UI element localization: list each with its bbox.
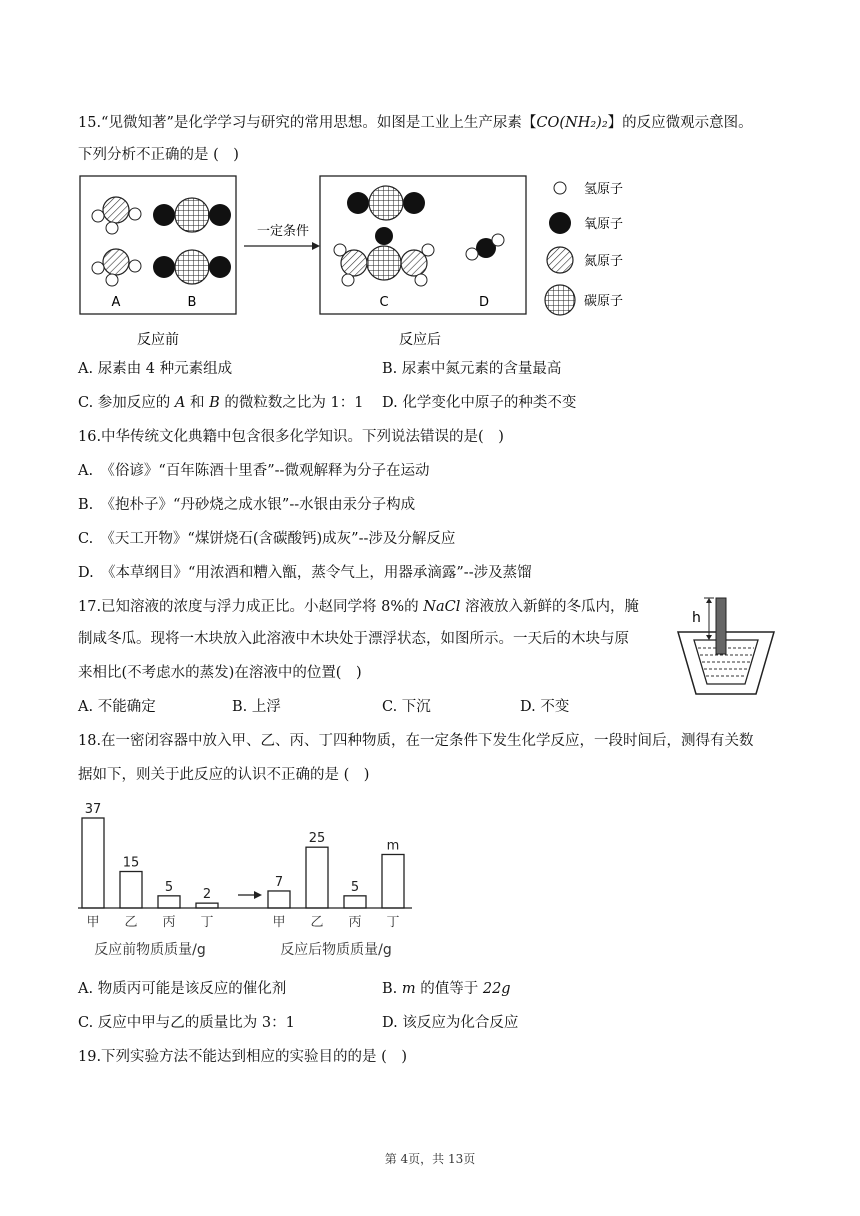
bar-label-0-1: 15 <box>122 855 140 871</box>
q15-option-d: D. 化学变化中原子的种类不变 <box>382 395 577 411</box>
molecule-d <box>466 234 504 260</box>
bar-label-0-2: 5 <box>164 879 174 895</box>
q17-option-d: D. 不变 <box>520 699 570 715</box>
bar-0-3 <box>196 903 218 908</box>
label-a: A <box>111 295 121 310</box>
q15-option-b: B. 尿素中氮元素的含量最高 <box>382 361 562 377</box>
category-label-0-2: 丙 <box>162 915 176 930</box>
bar-label-1-1: 25 <box>308 831 326 847</box>
after-label: 反应后 <box>399 332 441 348</box>
q19-stem: 19.下列实验方法不能达到相应的实验目的的是 ( ) <box>78 1049 407 1065</box>
page-footer: 第 4页，共 13页 <box>384 1152 476 1166</box>
label-d: D <box>478 295 490 310</box>
molecule-a-top <box>92 197 141 234</box>
bar-0-2 <box>158 896 180 908</box>
legend <box>545 182 623 315</box>
molecule-b-bottom <box>153 250 231 284</box>
before-label: 反应前 <box>137 332 179 348</box>
bar-label-1-2: 5 <box>350 879 360 895</box>
floating-block-figure <box>674 594 778 698</box>
bar-label-0-0: 37 <box>84 802 102 817</box>
q17-option-c: C. 下沉 <box>382 699 431 715</box>
urea-formula: CO(NH₂)₂ <box>536 115 608 131</box>
q15-stem-line1: 15.“见微知著”是化学学习与研究的常用思想。如图是工业上生产尿素【CO(NH₂)₂】的反应微观示意图。 <box>78 115 753 131</box>
category-label-0-3: 丁 <box>200 915 214 930</box>
label-b: B <box>187 295 197 310</box>
molecule-c <box>334 186 434 286</box>
category-label-0-0: 甲 <box>86 915 100 930</box>
q15-option-c: C. 参加反应的 A 和 B 的微粒数之比为 1：1 <box>78 395 364 411</box>
q18-option-d: D. 该反应为化合反应 <box>382 1015 519 1031</box>
q16-stem: 16.中华传统文化典籍中包含很多化学知识。下列说法错误的是( ) <box>78 429 504 445</box>
bar-1-3 <box>382 854 404 908</box>
q16-option-b: B. 《抱朴子》“丹砂烧之成水银”--水银由汞分子构成 <box>78 497 416 513</box>
q18-option-c: C. 反应中甲与乙的质量比为 3：1 <box>78 1015 295 1031</box>
legend-oxygen: 氧原子 <box>584 217 624 232</box>
bar-label-0-3: 2 <box>202 887 212 903</box>
bar-label-1-0: 7 <box>274 874 284 890</box>
q17-stem-line2: 制咸冬瓜。现将一木块放入此溶液中木块处于漂浮状态，如图所示。一天后的木块与原 <box>78 631 629 647</box>
bar-0-0 <box>82 818 104 908</box>
q15-reaction-figure <box>78 170 678 352</box>
bar-1-1 <box>306 847 328 908</box>
q17-stem-line3: 来相比(不考虑水的蒸发)在溶液中的位置( ) <box>78 665 362 681</box>
molecule-b-top <box>153 198 231 232</box>
legend-nitrogen: 氮原子 <box>584 254 624 269</box>
arrow-condition: 一定条件 <box>256 224 310 239</box>
arrow-head <box>312 242 320 250</box>
bar-1-0 <box>268 891 290 908</box>
legend-hydrogen: 氢原子 <box>584 182 624 197</box>
molecule-a-bottom <box>92 249 141 286</box>
h-label: h <box>692 610 701 626</box>
q17-stem-line1: 17.已知溶液的浓度与浮力成正比。小赵同学将 8%的 NaCl 溶液放入新鲜的冬瓜内，腌 <box>78 599 639 615</box>
q15-stem-line2: 下列分析不正确的是 ( ) <box>78 147 239 163</box>
group-caption-0: 反应前物质质量/g <box>94 942 206 958</box>
q16-option-a: A. 《俗谚》“百年陈酒十里香”--微观解释为分子在运动 <box>78 463 430 479</box>
legend-carbon: 碳原子 <box>584 294 624 309</box>
q15-option-a: A. 尿素由 4 种元素组成 <box>78 361 233 377</box>
q18-stem-line2: 据如下，则关于此反应的认识不正确的是 ( ) <box>78 767 370 783</box>
chart-arrow-head <box>254 891 262 899</box>
category-label-1-3: 丁 <box>386 915 400 930</box>
nacl-formula: NaCl <box>423 599 461 615</box>
q17-option-b: B. 上浮 <box>232 699 281 715</box>
q16-option-d: D. 《本草纲目》“用浓酒和糟入甑，蒸令气上，用器承滴露”--涉及蒸馏 <box>78 565 532 581</box>
bar-0-1 <box>120 872 142 908</box>
bar-label-1-3: m <box>386 838 400 854</box>
mass-bar-chart <box>78 796 418 966</box>
category-label-1-1: 乙 <box>310 915 324 930</box>
group-caption-1: 反应后物质质量/g <box>280 942 392 958</box>
category-label-1-2: 丙 <box>348 915 362 930</box>
label-c: C <box>379 295 389 310</box>
q18-stem-line1: 18.在一密闭容器中放入甲、乙、丙、丁四种物质，在一定条件下发生化学反应，一段时间后，测得有关数 <box>78 733 754 749</box>
bar-1-2 <box>344 896 366 908</box>
q17-option-a: A. 不能确定 <box>78 699 156 715</box>
category-label-1-0: 甲 <box>272 915 286 930</box>
q18-option-a: A. 物质丙可能是该反应的催化剂 <box>78 981 287 997</box>
q18-option-b: B. m 的值等于 22g <box>382 981 511 997</box>
category-label-0-1: 乙 <box>124 915 138 930</box>
q16-option-c: C. 《天工开物》“煤饼烧石(含碳酸钙)成灰”--涉及分解反应 <box>78 531 456 547</box>
